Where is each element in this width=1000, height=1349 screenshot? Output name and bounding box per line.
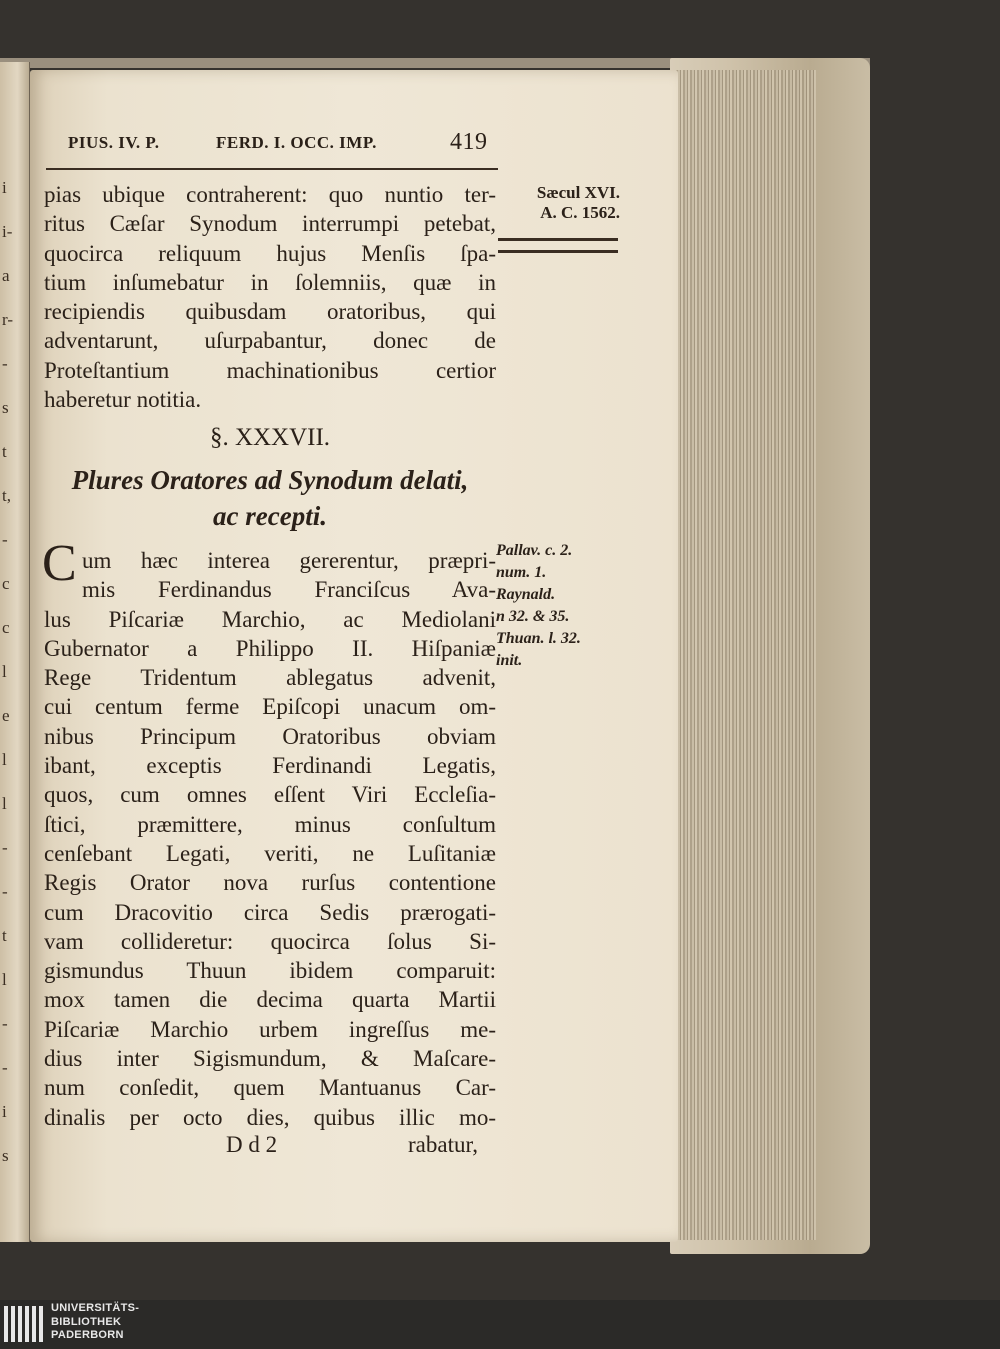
paragraph-1-line: Proteſtantium machinationibus certior	[44, 357, 496, 383]
paragraph-2-line: mis Ferdinandus Franciſcus Ava-	[82, 577, 496, 603]
drop-capital: C	[42, 535, 77, 592]
paragraph-2-line: cum Dracovitio circa Sedis prærogati-	[44, 899, 496, 925]
running-head-emperor: FERD. I. OCC. IMP.	[216, 133, 377, 152]
margin-century-line1: Sæcul XVI.	[536, 183, 620, 202]
margin-references	[496, 540, 626, 672]
margin-rule-2	[498, 250, 618, 253]
paragraph-2-line: ſtici, præmittere, minus conſultum	[44, 811, 496, 837]
running-head	[68, 129, 500, 163]
left-page-glyph: i	[2, 178, 7, 197]
left-page-glyph: l	[2, 662, 7, 681]
library-line2: BIBLIOTHEK	[51, 1315, 122, 1328]
margin-century-note	[498, 183, 620, 223]
paragraph-2-line: gismundus Thuun ibidem comparuit:	[44, 958, 496, 984]
signature-mark: D d 2	[226, 1132, 278, 1157]
left-page-glyph: s	[2, 398, 9, 417]
section-number: §. XXXVII.	[209, 424, 331, 451]
paragraph-2-line: mox tamen die decima quarta Martii	[44, 987, 496, 1013]
paragraph-1-line: tium inſumebatur in ſolemniis, quæ in	[44, 269, 496, 295]
left-page-glyph: l	[2, 970, 7, 989]
paragraph-1-line: ritus Cæſar Synodum interrumpi petebat,	[44, 211, 496, 237]
library-name	[51, 1302, 139, 1343]
paragraph-2-line: ibant, exceptis Ferdinandi Legatis,	[44, 753, 496, 779]
library-line3: PADERBORN	[51, 1329, 124, 1341]
left-page-glyph: -	[2, 882, 8, 901]
paragraph-2-line: um hæc interea gererentur, præpri-	[82, 548, 496, 573]
left-page-sliver	[0, 62, 30, 1242]
left-page-glyph: -	[2, 838, 8, 857]
left-page-glyph: i-	[2, 222, 13, 241]
left-page-glyph: t	[2, 926, 7, 945]
paragraph-2-line: lus Piſcariæ Marchio, ac Mediolani	[44, 606, 496, 632]
library-footer-bar	[0, 1300, 1000, 1349]
margin-century-line2: A. C. 1562.	[540, 203, 620, 222]
paragraph-2	[44, 546, 496, 1132]
left-page-glyph: s	[2, 1146, 9, 1165]
paragraph-2-line: vam collideretur: quocirca ſolus Si-	[44, 928, 496, 954]
left-page-glyph: e	[2, 706, 10, 725]
left-page-glyph: t	[2, 442, 7, 461]
section-heading-line2: ac recepti.	[213, 501, 327, 531]
paragraph-2-line: Gubernator a Philippo II. Hiſpaniæ	[44, 635, 496, 661]
running-head-pope: PIUS. IV. P.	[68, 133, 160, 152]
margin-reference: Pallav. c. 2.	[496, 542, 573, 559]
margin-reference: n 32. & 35.	[496, 608, 570, 625]
section-heading-line1: Plures Oratores ad Synodum delati,	[71, 465, 469, 495]
head-rule	[46, 168, 498, 170]
paragraph-2-line: cenſebant Legati, veriti, ne Luſitaniæ	[44, 840, 496, 866]
left-page-glyph: -	[2, 1014, 8, 1033]
left-page-glyph: -	[2, 1058, 8, 1077]
paragraph-1-line: recipiendis quibusdam oratoribus, qui	[44, 299, 496, 325]
page-number: 419	[450, 129, 488, 155]
left-page-glyph: r-	[2, 310, 13, 329]
left-page-glyph: l	[2, 750, 7, 769]
left-page-glyph: -	[2, 354, 8, 373]
paragraph-1-line: pias ubique contraherent: quo nuntio ter-	[44, 182, 496, 207]
margin-reference: init.	[496, 652, 523, 669]
paragraph-2-line: dius inter Sigismundum, & Maſcare-	[44, 1046, 496, 1072]
section-heading	[44, 462, 496, 534]
paragraph-2-line: dinalis per octo dies, quibus illic mo-	[44, 1104, 496, 1130]
catchword: rabatur,	[408, 1132, 478, 1157]
paragraph-2-line: cui centum ferme Epiſcopi unacum om-	[44, 694, 496, 720]
margin-reference: num. 1.	[496, 564, 547, 581]
library-logo-icon	[3, 1302, 45, 1346]
paragraph-1-line: quocirca reliquum hujus Menſis ſpa-	[44, 240, 496, 266]
margin-rule-1	[498, 238, 618, 241]
left-page-glyph: c	[2, 574, 10, 593]
paragraph-2-line: quos, cum omnes eſſent Viri Eccleſia-	[44, 782, 496, 808]
left-page-glyph: -	[2, 530, 8, 549]
left-page-glyph: a	[2, 266, 10, 285]
paragraph-2-line: Rege Tridentum ablegatus advenit,	[44, 665, 496, 691]
paragraph-1-line: haberetur notitia.	[44, 387, 202, 413]
paragraph-2-line: nibus Principum Oratoribus obviam	[44, 723, 496, 749]
paragraph-1-line: adventarunt, uſurpabantur, donec de	[44, 328, 496, 354]
left-page-glyph: t,	[2, 486, 11, 505]
margin-reference: Thuan. l. 32.	[496, 630, 581, 647]
library-line1: UNIVERSITÄTS-	[51, 1302, 140, 1314]
left-page-glyph: l	[2, 794, 7, 813]
paragraph-2-line: num conſedit, quem Mantuanus Car-	[44, 1075, 496, 1101]
paragraph-1	[44, 180, 496, 414]
paragraph-2-line: Piſcariæ Marchio urbem ingreſſus me-	[44, 1016, 496, 1042]
paragraph-2-line: Regis Orator nova rurſus contentione	[44, 870, 496, 896]
left-page-glyph: i	[2, 1102, 7, 1121]
margin-reference: Raynald.	[496, 586, 556, 603]
left-page-glyph: c	[2, 618, 10, 637]
page-edges	[676, 70, 816, 1240]
